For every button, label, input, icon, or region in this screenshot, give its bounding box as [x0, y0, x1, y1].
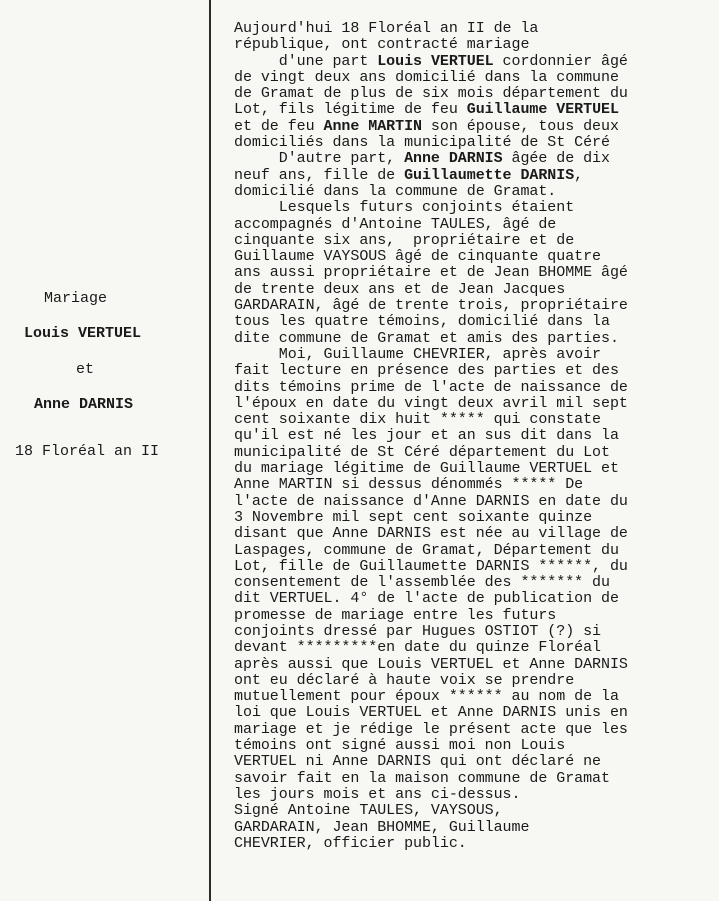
text-run: GARDARAIN, âgé de trente trois, propriétaire	[234, 297, 628, 315]
text-line	[234, 738, 709, 754]
text-run: de vingt deux ans domicilié dans la commune	[234, 68, 619, 86]
text-run: promesse de mariage entre les futurs	[234, 606, 557, 624]
text-line	[234, 412, 709, 428]
text-line	[234, 347, 709, 363]
margin-title: Mariage	[44, 290, 108, 307]
text-run: dit VERTUEL. 4° de l'acte de publication de	[234, 590, 619, 608]
text-line	[234, 836, 709, 852]
text-run: son épouse, tous deux	[421, 117, 619, 135]
name-bold: Anne MARTIN	[323, 117, 422, 135]
text-line	[234, 494, 709, 510]
text-line	[234, 396, 709, 412]
text-run: l'acte de naissance d'Anne DARNIS en date du	[234, 492, 628, 510]
text-run: âgée de dix	[502, 150, 610, 168]
text-run: conjoints dressé par Hugues OSTIOT (?) si	[234, 622, 602, 640]
text-run: devant *********en date du quinze Floréal	[234, 639, 602, 657]
text-run: qu'il est né les jour et an sus dit dans la	[234, 427, 619, 445]
text-run: domiciliés dans la municipalité de St Céré	[234, 134, 610, 152]
text-line	[234, 689, 709, 705]
text-line	[234, 70, 709, 86]
text-run: cinquante six ans, propriétaire et de	[234, 231, 575, 249]
text-run: dite commune de Gramat et amis des parties.	[234, 329, 619, 347]
text-line	[234, 445, 709, 461]
text-run: Anne MARTIN si dessus dénommés ***** De	[234, 476, 584, 494]
text-line	[234, 543, 709, 559]
text-run: ,	[574, 166, 584, 184]
text-line	[234, 722, 709, 738]
text-run: D'autre part,	[234, 150, 405, 168]
text-line	[234, 21, 709, 37]
text-line	[234, 135, 709, 151]
text-run: témoins ont signé aussi moi non Louis	[234, 737, 566, 755]
text-line	[234, 102, 709, 118]
text-line	[234, 803, 709, 819]
text-line	[234, 168, 709, 184]
text-run: mutuellement pour époux ****** au nom de la	[234, 688, 619, 706]
text-line	[234, 820, 709, 836]
text-run: neuf ans, fille de	[234, 166, 405, 184]
text-line	[234, 298, 709, 314]
text-run: après aussi que Louis VERTUEL et Anne DARNIS	[234, 655, 628, 673]
text-line	[234, 249, 709, 265]
text-run: Laspages, commune de Gramat, Département du	[234, 541, 619, 559]
text-line	[234, 200, 709, 216]
name-bold: Guillaumette DARNIS	[404, 166, 575, 184]
text-run: Signé Antoine TAULES, VAYSOUS,	[234, 802, 503, 820]
text-run: Lot, fille de Guillaumette DARNIS ******, du	[234, 557, 628, 575]
text-line	[234, 657, 709, 673]
text-run: accompagnés d'Antoine TAULES, âgé de	[234, 215, 557, 233]
text-run: domicilié dans la commune de Gramat.	[234, 182, 557, 200]
text-line	[234, 37, 709, 53]
text-line	[234, 282, 709, 298]
text-run: de trente deux ans et de Jean Jacques	[234, 280, 566, 298]
act-text	[234, 21, 709, 852]
text-run: savoir fait en la maison commune de Gramat	[234, 769, 610, 787]
text-run: Aujourd'hui 18 Floréal an II de la	[234, 20, 539, 37]
margin-groom: Louis VERTUEL	[24, 325, 142, 342]
text-line	[234, 510, 709, 526]
text-run: cent soixante dix huit ***** qui constate	[234, 411, 602, 429]
text-run: les jours mois et ans ci-dessus.	[234, 785, 521, 803]
text-run: de Gramat de plus de six mois département du	[234, 85, 628, 103]
text-line	[234, 184, 709, 200]
text-line	[234, 640, 709, 656]
text-run: ans aussi propriétaire et de Jean BHOMME âgé	[234, 264, 628, 282]
text-line	[234, 331, 709, 347]
name-bold: Louis VERTUEL	[377, 52, 494, 70]
text-line	[234, 461, 709, 477]
text-line	[234, 363, 709, 379]
column-divider	[209, 0, 211, 901]
text-run: l'époux en date du vingt deux avril mil sept	[234, 394, 628, 412]
text-run: CHEVRIER, officier public.	[234, 834, 467, 852]
text-run: 3 Novembre mil sept cent soixante quinze	[234, 508, 593, 526]
text-line	[234, 624, 709, 640]
margin-date: 18 Floréal an II	[15, 443, 160, 460]
text-line	[234, 705, 709, 721]
text-line	[234, 477, 709, 493]
text-run: consentement de l'assemblée des ******* du	[234, 574, 610, 592]
text-line	[234, 54, 709, 70]
text-run: municipalité de St Céré département du Lot	[234, 443, 610, 461]
text-run: d'une part	[234, 52, 378, 70]
text-line	[234, 559, 709, 575]
text-run: dits témoins prime de l'acte de naissance de	[234, 378, 628, 396]
text-line	[234, 217, 709, 233]
text-run: Guillaume VAYSOUS âgé de cinquante quatre	[234, 248, 602, 266]
text-run: loi que Louis VERTUEL et Anne DARNIS unis en	[234, 704, 628, 722]
text-line	[234, 591, 709, 607]
text-line	[234, 314, 709, 330]
text-run: Lot, fils légitime de feu	[234, 101, 467, 119]
name-bold: Anne DARNIS	[404, 150, 503, 168]
text-run: VERTUEL ni Anne DARNIS qui ont déclaré ne	[234, 753, 602, 771]
text-line	[234, 119, 709, 135]
name-bold: Guillaume VERTUEL	[466, 101, 619, 119]
margin-and: et	[76, 361, 95, 378]
text-line	[234, 233, 709, 249]
text-run: fait lecture en présence des parties et des	[234, 362, 619, 380]
text-line	[234, 380, 709, 396]
text-run: disant que Anne DARNIS est née au village de	[234, 525, 628, 543]
margin-bride: Anne DARNIS	[34, 396, 134, 413]
text-run: cordonnier âgé	[493, 52, 628, 70]
text-line	[234, 86, 709, 102]
text-run: ont eu déclaré à haute voix se prendre	[234, 671, 575, 689]
text-line	[234, 787, 709, 803]
text-run: république, ont contracté mariage	[234, 36, 530, 54]
text-line	[234, 608, 709, 624]
text-run: Moi, Guillaume CHEVRIER, après avoir	[234, 345, 602, 363]
text-run: GARDARAIN, Jean BHOMME, Guillaume	[234, 818, 530, 836]
text-line	[234, 428, 709, 444]
text-line	[234, 526, 709, 542]
text-line	[234, 673, 709, 689]
text-line	[234, 575, 709, 591]
text-line	[234, 265, 709, 281]
text-run: Lesquels futurs conjoints étaient	[234, 199, 575, 217]
text-run: et de feu	[234, 117, 324, 135]
text-line	[234, 754, 709, 770]
text-line	[234, 151, 709, 167]
text-run: du mariage légitime de Guillaume VERTUEL et	[234, 460, 619, 478]
text-run: mariage et je rédige le présent acte que les	[234, 720, 628, 738]
text-line	[234, 771, 709, 787]
text-run: tous les quatre témoins, domicilié dans la	[234, 313, 610, 331]
